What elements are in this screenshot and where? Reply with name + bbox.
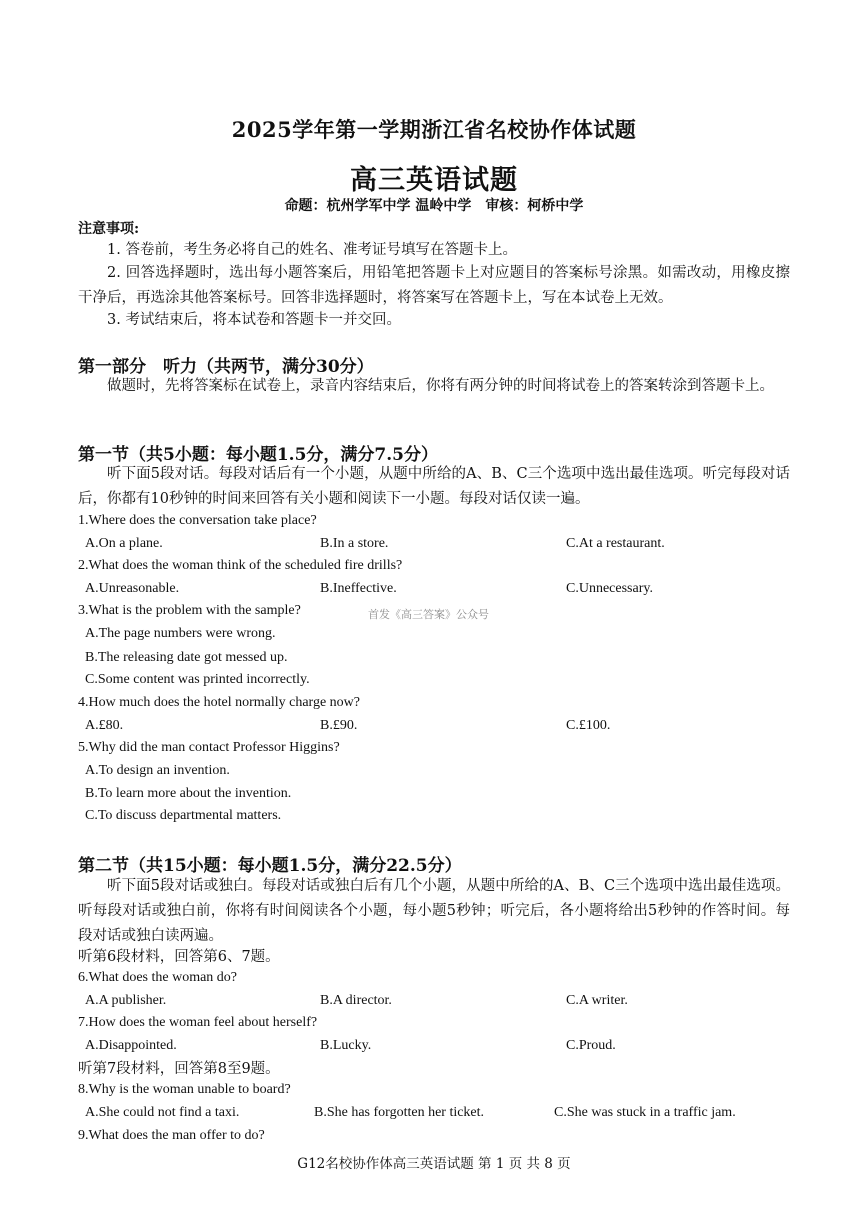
material-7-instruction: 听第7段材料，回答第8至9题。	[78, 1061, 280, 1077]
watermark: 首发《高三答案》公众号	[368, 608, 489, 621]
question-4-option-a: A.£80.	[85, 718, 124, 733]
question-8-option-b: B.She has forgotten her ticket.	[314, 1105, 485, 1120]
question-7-option-c: C.Proud.	[566, 1038, 616, 1053]
exam-credits: 命题：杭州学军中学 温岭中学 审核：柯桥中学	[284, 198, 584, 214]
question-6: 6.What does the woman do?	[78, 970, 238, 985]
notice-item-3: 3. 考试结束后，将本试卷和答题卡一并交回。	[107, 312, 401, 328]
question-8-option-a: A.She could not find a taxi.	[85, 1105, 240, 1120]
material-6-instruction: 听第6段材料，回答第6、7题。	[78, 949, 280, 965]
question-1-option-c: C.At a restaurant.	[566, 536, 665, 551]
question-5: 5.Why did the man contact Professor Higgins?	[78, 740, 340, 755]
section1-heading: 第一节（共5小题：每小题1.5分，满分7.5分）	[78, 445, 438, 465]
question-6-option-a: A.A publisher.	[85, 993, 167, 1008]
question-5-option-b: B.To learn more about the invention.	[85, 786, 292, 801]
notice-item-1: 1. 答卷前，考生务必将自己的姓名、准考证号填写在答题卡上。	[107, 242, 517, 258]
question-8-option-c: C.She was stuck in a traffic jam.	[554, 1105, 736, 1120]
exam-subtitle: 高三英语试题	[350, 165, 518, 196]
question-2-option-c: C.Unnecessary.	[566, 581, 653, 596]
part1-intro: 做题时，先将答案标在试卷上，录音内容结束后，你将有两分钟的时间将试卷上的答案转涂到答题卡上。	[107, 378, 774, 394]
question-8: 8.Why is the woman unable to board?	[78, 1082, 291, 1097]
page-footer: G12名校协作体高三英语试题 第 1 页 共 8 页	[297, 1156, 571, 1172]
section2-intro: 听下面5段对话或独白。每段对话或独白后有几个小题，从题中所给的A、B、C三个选项中选出最佳选项。听每段对话或独白前，你将有时间阅读各个小题，每小题5秒钟；听完后，各小题将给出5秒钟的作答时间。每段对话或独白读两遍。	[78, 878, 790, 944]
notice-item-2: 2. 回答选择题时，选出每小题答案后，用铅笔把答题卡上对应题目的答案标号涂黑。如需改动，用橡皮擦干净后，再选涂其他答案标号。回答非选择题时，将答案写在答题卡上，写在本试卷上无效。	[78, 265, 790, 306]
question-4-option-b: B.£90.	[320, 718, 358, 733]
question-7: 7.How does the woman feel about herself?	[78, 1015, 318, 1030]
question-4-option-c: C.£100.	[566, 718, 611, 733]
part1-heading: 第一部分 听力（共两节，满分30分）	[78, 357, 374, 377]
question-3-option-a: A.The page numbers were wrong.	[85, 626, 276, 641]
question-5-option-c: C.To discuss departmental matters.	[85, 808, 282, 823]
question-7-option-a: A.Disappointed.	[85, 1038, 177, 1053]
notice-heading: 注意事项:	[78, 221, 140, 237]
section2-heading: 第二节（共15小题：每小题1.5分，满分22.5分）	[78, 856, 462, 876]
question-1: 1.Where does the conversation take place?	[78, 513, 317, 528]
question-3: 3.What is the problem with the sample?	[78, 603, 301, 618]
question-1-option-a: A.On a plane.	[85, 536, 163, 551]
question-6-option-c: C.A writer.	[566, 993, 628, 1008]
question-4: 4.How much does the hotel normally charge now?	[78, 695, 361, 710]
question-3-option-b: B.The releasing date got messed up.	[85, 650, 288, 665]
question-6-option-b: B.A director.	[320, 993, 392, 1008]
exam-title: 2025学年第一学期浙江省名校协作体试题	[231, 117, 637, 142]
question-2-option-b: B.Ineffective.	[320, 581, 397, 596]
question-7-option-b: B.Lucky.	[320, 1038, 372, 1053]
question-2-option-a: A.Unreasonable.	[85, 581, 180, 596]
question-2: 2.What does the woman think of the scheduled fire drills?	[78, 558, 403, 573]
section1-intro: 听下面5段对话。每段对话后有一个小题，从题中所给的A、B、C三个选项中选出最佳选项。听完每段对话后，你都有10秒钟的时间来回答有关小题和阅读下一小题。每段对话仅读一遍。	[78, 466, 790, 507]
question-5-option-a: A.To design an invention.	[85, 763, 230, 778]
question-1-option-b: B.In a store.	[320, 536, 389, 551]
question-3-option-c: C.Some content was printed incorrectly.	[85, 672, 310, 687]
question-9: 9.What does the man offer to do?	[78, 1128, 265, 1143]
